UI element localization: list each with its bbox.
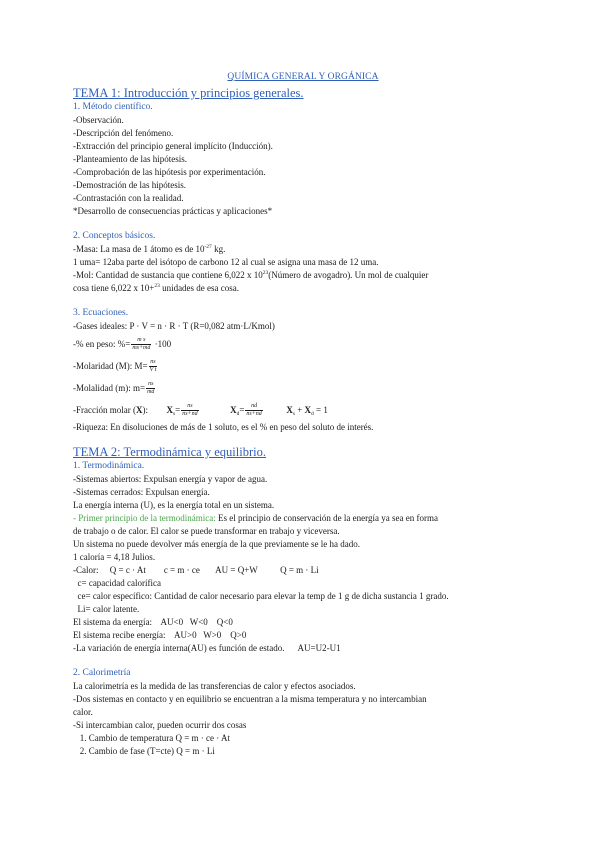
mol-text-cont: (Número de avogadro). Un mol de cualquier xyxy=(268,270,429,280)
calorimetria-heading: 2. Calorimetría xyxy=(73,668,131,678)
mol-line-2 xyxy=(73,282,533,295)
xs-fraction xyxy=(181,403,198,418)
variacion-line: -La variación de energía interna(AU) es función de estado. AU=U2-U1 xyxy=(73,643,341,653)
molalidad-line xyxy=(73,377,533,399)
peso-denominator: ms+md xyxy=(132,345,151,352)
molaridad-denominator: V t xyxy=(149,367,157,374)
masa-exponent: -27 xyxy=(204,244,212,250)
xd-sum-subscript: d xyxy=(311,411,314,417)
conceptos-heading: 2. Conceptos básicos. xyxy=(73,231,156,241)
xd-sum-symbol: X xyxy=(304,405,312,415)
ecuaciones-heading: 3. Ecuaciones. xyxy=(73,308,129,318)
masa-unit: kg. xyxy=(211,244,226,254)
list-item: *Desarrollo de consecuencias prácticas y aplicaciones* xyxy=(73,206,273,216)
document-title: QUÍMICA GENERAL Y ORGÁNICA xyxy=(227,72,379,82)
list-item: -Comprobación de las hipótesis por experimentación. xyxy=(73,167,266,177)
mol2-text-cont: unidades de esa cosa. xyxy=(159,283,240,293)
document-body xyxy=(73,71,533,758)
list-item: -Descripción del fenómeno. xyxy=(73,128,174,138)
list-item: -Observación. xyxy=(73,115,124,125)
masa-text: -Masa: La masa de 1 átomo es de 10 xyxy=(73,244,205,254)
intercambian-line: -Si intercambian calor, pueden ocurrir dos cosas xyxy=(73,720,247,730)
xs-subscript: s xyxy=(172,411,176,417)
molaridad-fraction xyxy=(149,359,158,374)
list-item: -Planteamiento de las hipótesis. xyxy=(73,154,187,164)
xs-sum-subscript: s xyxy=(292,411,295,417)
xd-denominator: ns+nd xyxy=(246,411,262,418)
metodo-heading: 1. Método científico. xyxy=(73,102,153,112)
mol-line xyxy=(73,269,533,282)
peso-numerator: m s xyxy=(131,337,151,345)
calorimetria-def-line: La calorimetría es la medida de las transferencias de calor y efectos asociados. xyxy=(73,681,356,691)
molalidad-numerator: ns xyxy=(148,381,154,388)
mol2-exponent: 23 xyxy=(154,283,160,289)
spacer xyxy=(73,295,533,307)
riqueza-line: -Riqueza: En disoluciones de más de 1 soluto, es el % en peso del soluto de interés. xyxy=(73,422,374,432)
interna-line: La energía interna (U), es la energía total en un sistema. xyxy=(73,500,275,510)
cerrados-line: -Sistemas cerrados: Expulsan energía. xyxy=(73,487,210,497)
molaridad-line xyxy=(73,355,533,377)
molaridad-label: -Molaridad (M): M= xyxy=(73,361,148,371)
xd-symbol: X xyxy=(230,405,237,415)
peso-tail: ·100 xyxy=(152,339,172,349)
xd-numerator: nd xyxy=(245,403,262,411)
abiertos-line: -Sistemas abiertos: Expulsan energía y vapor de agua. xyxy=(73,474,268,484)
calor-line: -Calor: Q = c · At c = m · ce AU = Q+W Q = m · Li xyxy=(73,565,319,575)
calor-latente-line: Li= calor latente. xyxy=(73,604,140,614)
mol-exponent: 23 xyxy=(262,270,269,276)
spacer xyxy=(73,218,533,230)
xd-fraction xyxy=(245,403,262,418)
molalidad-fraction xyxy=(146,381,155,396)
spacer xyxy=(73,655,533,667)
mol2-text: cosa tiene 6,022 x 10+ xyxy=(73,283,155,293)
peso-label: -% en peso: %= xyxy=(73,339,131,349)
cambio-fase-line: 2. Cambio de fase (T=cte) Q = m · Li xyxy=(73,746,215,756)
fraccion-line: -Fracción molar (X): $X_s=$ $\frac{ns}{ns+nd}$ $X_d=$ $\frac{nd}{ns+nd}$ $X_s + X_d = 1$ xyxy=(73,403,328,418)
tema2-heading: TEMA 2: Termodinámica y equilibrio. xyxy=(73,445,266,459)
list-item: -Contrastación con la realidad. xyxy=(73,193,184,203)
no-puede-line: Un sistema no puede devolver más energía de la que previamente se le ha dado. xyxy=(73,539,360,549)
peso-fraction xyxy=(131,337,151,352)
masa-line xyxy=(73,243,533,256)
caloria-line: 1 caloría = 4,18 Julios. xyxy=(73,552,156,562)
xs-numerator: ns xyxy=(181,403,198,411)
sum-result: = 1 xyxy=(316,405,328,415)
list-item: -Extracción del principio general implícito (Inducción). xyxy=(73,141,273,151)
molaridad-numerator: ns xyxy=(150,359,156,366)
peso-line xyxy=(73,333,533,355)
termodinamica-heading: 1. Termodinámica. xyxy=(73,461,145,471)
molalidad-label: -Molalidad (m): m= xyxy=(73,383,146,393)
uma-line: 1 uma= 12aba parte del isótopo de carbono 12 al cual se asigna una masa de 12 uma. xyxy=(73,257,379,267)
primer-principio-text: Es el principio de conservación de la energía ya sea en forma xyxy=(215,513,438,523)
gases-line: -Gases ideales: P · V = n · R · T (R=0,082 atm·L/Kmol) xyxy=(73,321,275,331)
capacidad-line: c= capacidad calorífica xyxy=(73,578,162,588)
primer-principio-label: - Primer principio de la termodinámica: xyxy=(73,513,216,523)
xs-symbol: X xyxy=(166,405,173,415)
xs-denominator: ns+nd xyxy=(182,411,198,418)
mol-text: -Mol: Cantidad de sustancia que contiene 6,022 x 10 xyxy=(73,270,263,280)
chi-symbol: X xyxy=(135,405,143,415)
fraccion-close: ): xyxy=(142,405,148,415)
recibe-energia-line: El sistema recibe energía: AU>0 W>0 Q>0 xyxy=(73,630,247,640)
xs-sum-symbol: X xyxy=(286,405,293,415)
fraccion-label: -Fracción molar ( xyxy=(73,405,136,415)
molalidad-denominator: md xyxy=(147,389,155,396)
spacer xyxy=(73,434,533,442)
dos-sistemas-line-2: calor. xyxy=(73,707,93,717)
primer-principio-line xyxy=(73,512,533,525)
list-item: -Demostración de las hipótesis. xyxy=(73,180,186,190)
calor-especifico-line: ce= calor específico: Cantidad de calor necesario para elevar la temp de 1 g de dicha sustancia 1 grado. xyxy=(73,591,449,601)
da-energia-line: El sistema da energía: AU<0 W<0 Q<0 xyxy=(73,617,233,627)
primer-principio-line-2: de trabajo o de calor. El calor se puede transformar en trabajo y viceversa. xyxy=(73,526,340,536)
dos-sistemas-line: -Dos sistemas en contacto y en equilibrio se encuentran a la misma temperatura y no intercambian xyxy=(73,694,427,704)
cambio-temperatura-line: 1. Cambio de temperatura Q = m · ce · At xyxy=(73,733,231,743)
xd-subscript: d xyxy=(236,411,240,417)
tema1-heading: TEMA 1: Introducción y principios generales. xyxy=(73,86,304,100)
